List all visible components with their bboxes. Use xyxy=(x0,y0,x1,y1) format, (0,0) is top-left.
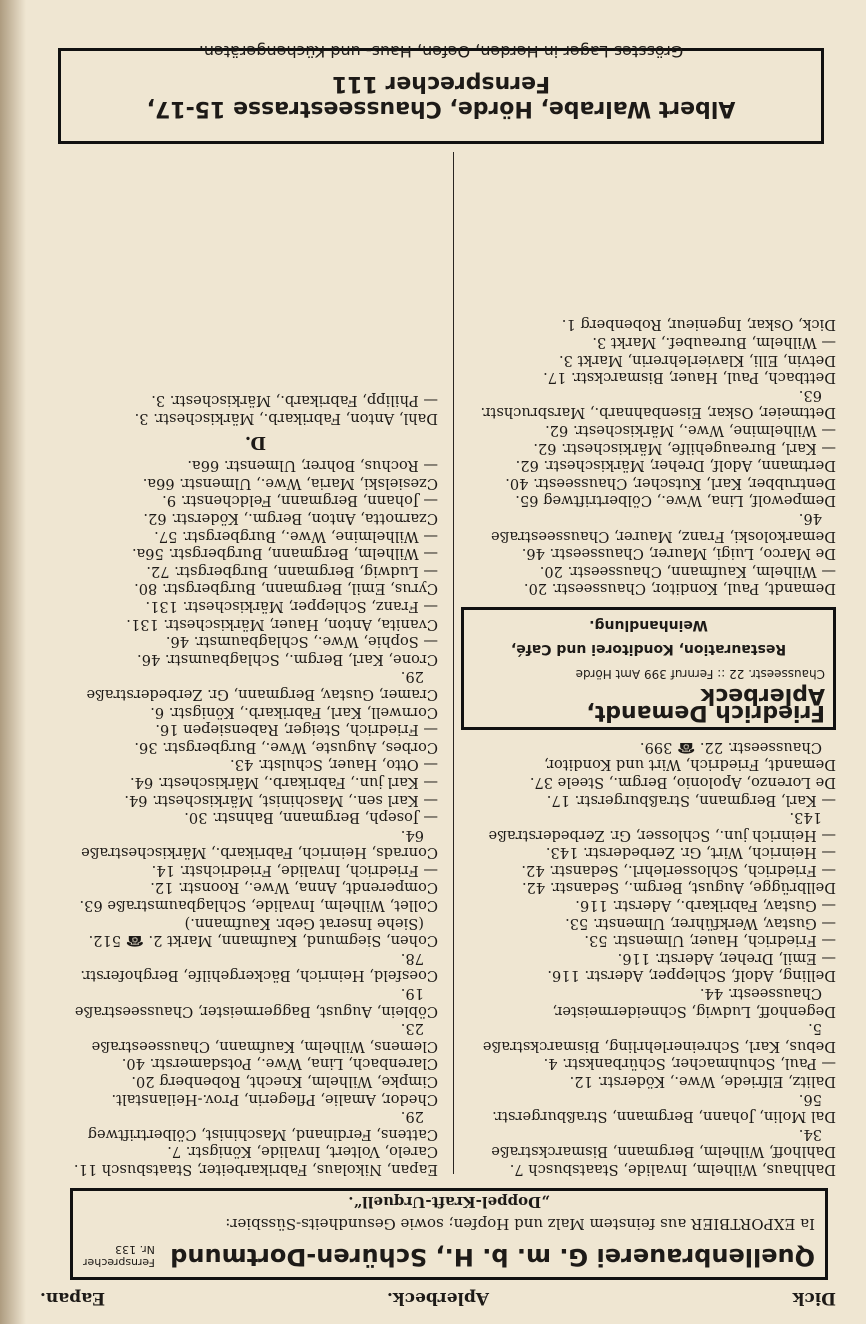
directory-entry: Conrads, Heinrich, Fabrikarb., Märkischestraße 64. xyxy=(81,826,438,862)
directory-entry: Dal Molin, Johann, Bergmann, Straßburgerstr. 56. xyxy=(492,1090,836,1126)
directory-entry: — Ludwig, Bergmann, Burgbergstr. 72. xyxy=(146,562,438,580)
right-entries xyxy=(73,457,438,1178)
header-center: Aplerbeck. xyxy=(386,1288,490,1308)
directory-entry: Corbes, Auguste, Wwe., Burgbergstr. 36. xyxy=(134,738,438,756)
advert-slogan: „Doppel-Kraft-Urquell“. xyxy=(348,1193,550,1211)
right-entries-2 xyxy=(73,392,438,427)
directory-entry: Dettmeier, Oskar, Eisenbahnarb., Marsbruchstr. 63. xyxy=(480,386,836,422)
directory-entry: Dahlhoff, Wilhelm, Bergmann, Bismarckstraße 34. xyxy=(491,1125,836,1161)
directory-entry: Crone, Karl, Bergm., Schlagbaumstr. 46. xyxy=(137,650,438,668)
directory-entry: Dick, Oskar, Ingenieur, Robenberg 1. xyxy=(561,316,836,334)
directory-entry: — Wilhelmine, Wwe., Burgbergstr. 57. xyxy=(154,527,438,545)
directory-entry: — Friedrich, Hauer, Ulmenstr. 53. xyxy=(584,932,836,950)
directory-entry: Clarenbach, Lina, Wwe., Potsdamerstr. 40. xyxy=(121,1055,438,1073)
directory-entry: De Lorenzo, Apolonio, Bergm., Steele 37. xyxy=(529,773,836,791)
left-entries-2 xyxy=(471,316,836,598)
directory-entry: Detvin, Elli, Klavierlehrerin, Markt 3. xyxy=(558,351,836,369)
directory-entry: Cimpke, Wilhelm, Knecht, Robenberg 20. xyxy=(131,1073,438,1091)
directory-entry: — Wilhelm, Bergmann, Burgbergstr. 56a. xyxy=(131,545,438,563)
left-column xyxy=(471,316,836,1178)
directory-entry: — Wilhelm, Bureaubef., Markt 3. xyxy=(592,334,836,352)
directory-entry: — Philipp, Fabrikarb., Märkischestr. 3. xyxy=(151,392,438,410)
directory-entry: Czarnotta, Anton, Bergm., Köderstr. 62. xyxy=(143,510,438,528)
directory-entry: Eapan, Nikolaus, Fabrikarbeiter, Staatsbusch 11. xyxy=(73,1161,438,1178)
advert-phone-label: Fernsprecher xyxy=(83,1256,155,1269)
directory-entry: Demandt, Friedrich, Wirt und Konditor, Chausseestr. 22. ☎ 399. xyxy=(543,738,836,774)
directory-entry: — Heinrich jun., Schlosser, Gr. Zerbederstraße 143. xyxy=(488,809,836,844)
advert-demandt-title: Friedrich Demandt, Aplerbeck xyxy=(586,682,825,726)
advert-phone xyxy=(83,1243,155,1269)
page-edge-shadow xyxy=(0,0,26,1324)
directory-entry: Debus, Karl, Schreinerlehrling, Bismarckstraße 5. xyxy=(482,1020,836,1055)
directory-entry: De Marco, Luigi, Maurer, Chausseestr. 46. xyxy=(521,545,836,563)
directory-entry: — Joseph, Bergmann, Bahnstr. 30. xyxy=(184,809,438,827)
directory-entry: — Sophie, Wwe., Schlagbaumstr. 46. xyxy=(165,633,438,651)
directory-entry: Degenhoff, Ludwig, Schneidermeister, Chausseestr. 44. xyxy=(552,985,836,1020)
right-column xyxy=(73,392,438,1178)
directory-entry: — Karl, Bureaugehilfe, Märkischestr. 62. xyxy=(533,439,836,457)
directory-entry: Cornwell, Karl, Fabrikarb., Königstr. 6. xyxy=(150,703,438,721)
directory-entry: Dellbrügge, August, Bergm., Sedanstr. 42. xyxy=(521,879,836,897)
directory-entry: Dertmann, Adolf, Dreher, Märkischestr. 62. xyxy=(515,457,836,475)
directory-entry: — Emil, Dreher, Aderstr. 116. xyxy=(617,949,836,967)
directory-entry: Coesfeld, Heinrich, Bäckergehilfe, Berghoferstr. 78. xyxy=(80,949,438,985)
directory-entry: Carelo, Voltert, Invalide, Königstr. 7. xyxy=(167,1143,438,1161)
directory-entry: Chedor, Amalie, Pflegerin, Prov.-Heilanstalt. xyxy=(111,1090,438,1108)
advert-demandt xyxy=(461,607,836,730)
directory-entry: — Friedrich, Steiger, Rabensiepen 16. xyxy=(155,721,438,739)
directory-entry: Dalitz, Elfriede, Wwe., Köderstr. 12. xyxy=(569,1073,836,1091)
directory-entry: Dempewolf, Lina, Wwe., Cölbertriftweg 65. xyxy=(515,492,836,510)
advert-walrabe-subtitle: Grösstes Lager in Herden, Oefen, Haus- und Küchengeräten. xyxy=(198,42,684,61)
directory-entry: Delling, Adolf, Schlepper, Aderstr. 116. xyxy=(547,967,836,985)
directory-entry: Cyrus, Emil, Bergmann, Burgbergstr. 80. xyxy=(134,580,438,598)
directory-entry: — Karl, Bergmann, Straßburgerstr. 17. xyxy=(546,791,836,809)
advert-walrabe xyxy=(58,42,824,144)
advert-title: Quellenbrauerei G. m. b. H., Schüren-Dortmund xyxy=(170,1243,815,1271)
advert-subtitle: Ia EXPORTBIER aus feinstem Malz und Hopfen; sowie Gesundheits-Süssbier: xyxy=(225,1215,815,1233)
advert-demandt-body2: Weinhandlung. xyxy=(589,617,708,634)
directory-entry: — Wilhelm, Kaufmann, Chausseestr. 20. xyxy=(539,562,836,580)
advert-quellenbrauerei xyxy=(70,1188,828,1280)
directory-entry: Dahlhaus, Wilhelm, Invalide, Staatsbusch 7. xyxy=(509,1161,836,1178)
directory-entry: Clemens, Wilhelm, Kaufmann, Chausseestraße 23. xyxy=(91,1020,438,1055)
header-right: Eapan. xyxy=(40,1288,106,1308)
directory-entry: Czesielski, Maria, Wwe., Ulmenstr. 66a. xyxy=(142,474,438,492)
directory-entry: — Gustav, Werkführer, Ulmenstr. 53. xyxy=(565,914,836,932)
advert-phone-number: Nr. 133 xyxy=(115,1243,155,1256)
directory-entry: — Wilhelmine, Wwe., Märkischestr. 62. xyxy=(545,422,836,440)
advert-walrabe-title: Albert Walrabe, Hörde, Chausseestrasse 15-17, Fernsprecher 111 xyxy=(146,71,736,121)
directory-entry: Cramer, Gustav, Bergmann, Gr. Zerbederstraße 29. xyxy=(86,668,438,703)
left-entries xyxy=(471,738,836,1178)
directory-entry: Dettbach, Paul, Hauer, Bismarckstr. 17. xyxy=(543,369,836,387)
advert-demandt-address: Chausseestr. 22 :: Fernruf 399 Amt Hörde xyxy=(575,666,825,681)
directory-entry: — Paul, Schuhmacher, Schürbankstr. 4. xyxy=(543,1055,836,1073)
directory-entry: — Friedrich, Invalide, Friedrichstr. 14. xyxy=(151,861,438,879)
directory-entry: Collet, Wilhelm, Invalide, Schlagbaumstraße 63. xyxy=(79,897,438,915)
advert-demandt-body1: Restauration, Konditorei und Café, xyxy=(510,641,787,658)
directory-entry: — Otto, Hauer, Schulstr. 43. xyxy=(230,756,438,774)
directory-entry: Demandt, Paul, Konditor, Chausseestr. 20. xyxy=(523,580,836,598)
directory-entry: — Johann, Bergmann, Feldchenstr. 9. xyxy=(162,492,438,510)
page-header xyxy=(40,1284,836,1308)
directory-entry: Cöblein, August, Baggermeister, Chausseestraße 19. xyxy=(74,985,438,1020)
directory-entry: Cattens, Ferdinand, Maschinist, Cölbertriftweg 29. xyxy=(87,1108,438,1143)
directory-entry: — Franz, Schlepper, Märkischestr. 131. xyxy=(145,598,438,615)
directory-entry: Cvanita, Anton, Hauer, Märkischestr. 131. xyxy=(126,615,438,633)
directory-entry: — Karl sen., Maschinist, Märkischestr. 64. xyxy=(124,791,438,809)
section-letter: D. xyxy=(244,431,267,453)
directory-entry: Cohen, Siegmund, Kaufmann, Markt 2. ☎ 512. (Siehe Inserat Gebr. Kaufmann.) xyxy=(88,914,438,950)
directory-entry: — Friedrich, Schlosserlehrl., Sedanstr. 42. xyxy=(521,861,836,879)
directory-entry: — Rochus, Bohrer, Ulmenstr. 66a. xyxy=(187,457,438,475)
directory-entry: Demarkoloski, Franz, Maurer, Chausseestraße 46. xyxy=(490,510,836,545)
header-left: Dick xyxy=(792,1288,836,1308)
column-divider xyxy=(453,152,454,1174)
directory-entry: Dahl, Anton, Fabrikarb., Märkischestr. 3. xyxy=(134,410,438,428)
directory-entry: Comperendt, Anna, Wwe., Roonstr. 12. xyxy=(150,879,438,897)
directory-entry: — Karl jun., Fabrikarb., Märkischestr. 64. xyxy=(130,773,438,791)
directory-entry: — Heinrich, Wirt, Gr. Zerbederstr. 143. xyxy=(545,844,836,862)
directory-entry: — Gustav, Fabrikarb., Aderstr. 116. xyxy=(575,897,836,915)
directory-entry: Dentrubber, Karl, Kutscher, Chausseestr. 40. xyxy=(505,474,836,492)
